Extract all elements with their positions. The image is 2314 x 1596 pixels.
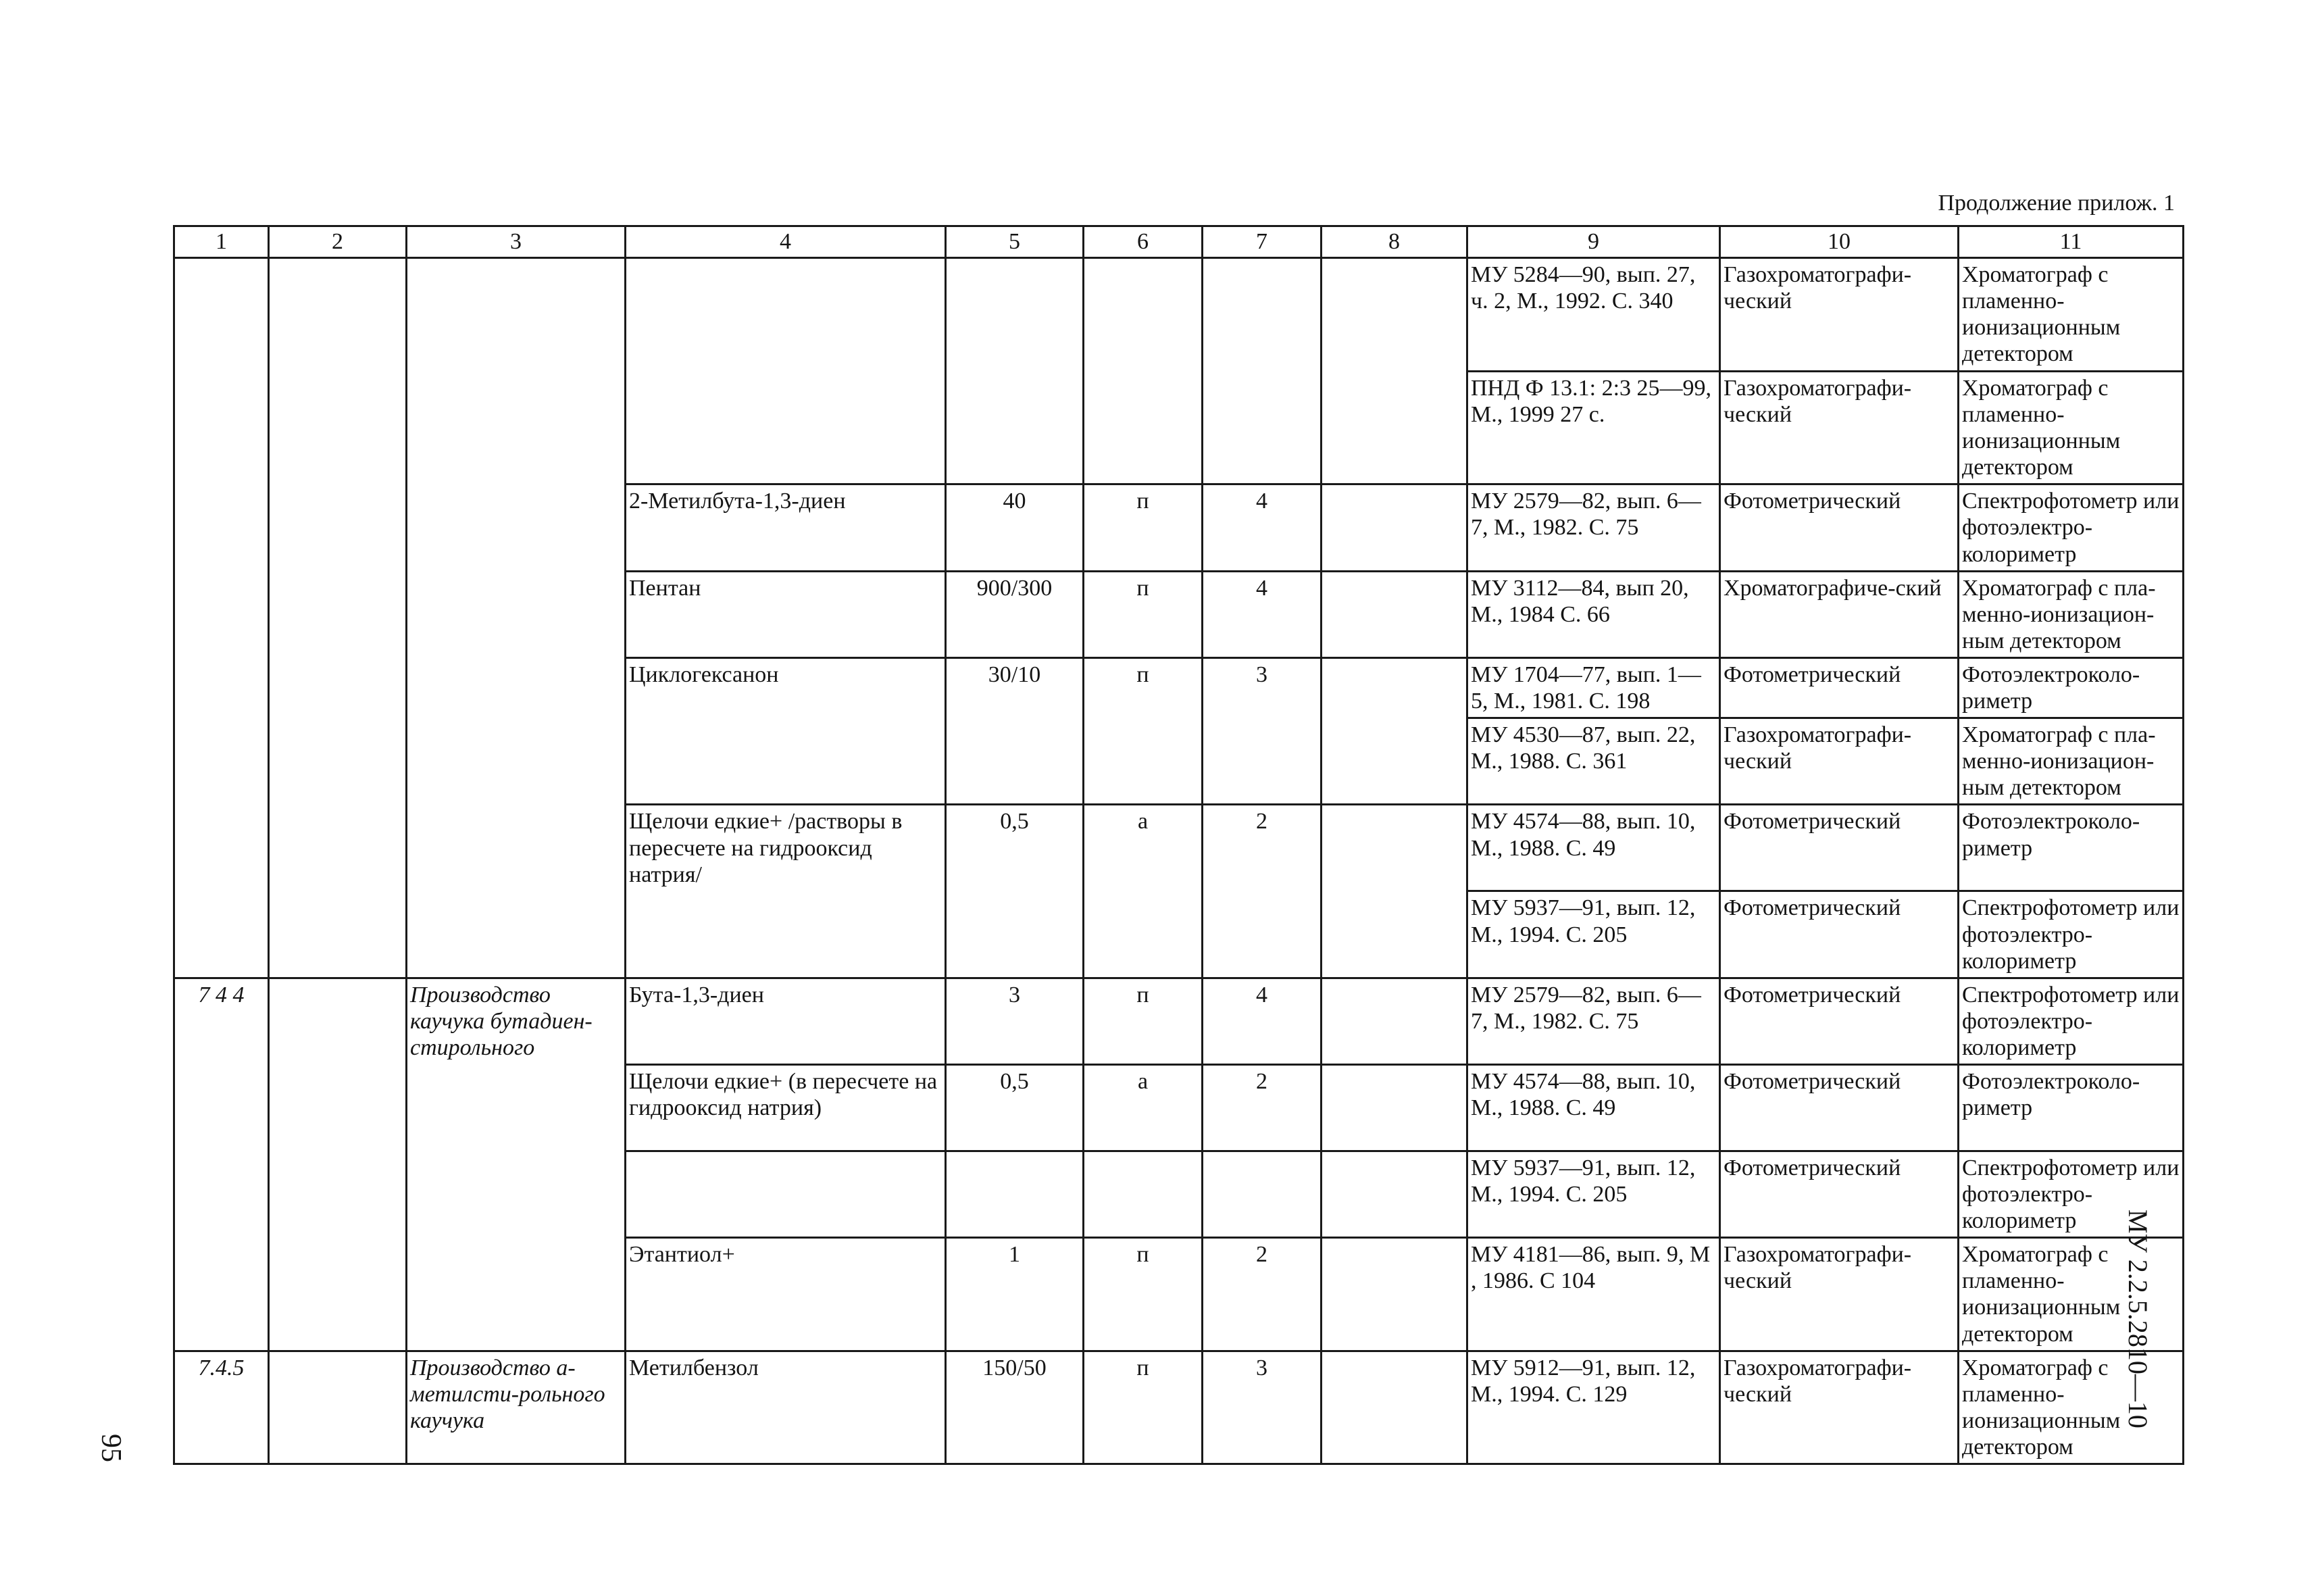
header-col-7: 7 <box>1203 226 1322 258</box>
cell-substance: Пентан <box>626 571 946 657</box>
cell-method-doc: МУ 4574—88, вып. 10, М., 1988. С. 49 <box>1467 805 1720 891</box>
cell-col8 <box>1322 978 1467 1064</box>
cell-hazard-class: 2 <box>1203 805 1322 978</box>
page-number: 95 <box>95 1434 126 1462</box>
cell-state: п <box>1084 657 1203 804</box>
cell-substance: Метилбензол <box>626 1351 946 1464</box>
cell-method: Газохроматографи-ческий <box>1720 258 1959 372</box>
cell-concentration: 0,5 <box>946 805 1084 978</box>
cell-concentration <box>946 1151 1084 1237</box>
cell-instrument: Спектрофотометр или фотоэлектро-колориметр <box>1959 891 2184 978</box>
header-col-10: 10 <box>1720 226 1959 258</box>
cell-production: Производство каучука бутадиен-стирольного <box>407 978 626 1351</box>
cell-col8 <box>1322 258 1467 484</box>
cell-method: Газохроматографи-ческий <box>1720 1351 1959 1464</box>
header-col-3: 3 <box>407 226 626 258</box>
cell-instrument: Хроматограф с пла-менно-ионизацион-ным детектором <box>1959 571 2184 657</box>
cell-method-doc: МУ 3112—84, вып 20, М., 1984 С. 66 <box>1467 571 1720 657</box>
cell-concentration: 150/50 <box>946 1351 1084 1464</box>
cell-state: а <box>1084 805 1203 978</box>
cell-method: Газохроматографи-ческий <box>1720 718 1959 805</box>
cell-col2 <box>269 258 407 978</box>
header-col-11: 11 <box>1959 226 2184 258</box>
cell-hazard-class: 2 <box>1203 1238 1322 1351</box>
cell-concentration: 900/300 <box>946 571 1084 657</box>
header-col-5: 5 <box>946 226 1084 258</box>
header-col-8: 8 <box>1322 226 1467 258</box>
cell-substance <box>626 1151 946 1237</box>
cell-number <box>174 258 269 978</box>
cell-instrument: Спектрофотометр или фотоэлектро-колориметр <box>1959 484 2184 571</box>
cell-instrument: Хроматограф с пламенно-ионизационным детектором <box>1959 258 2184 372</box>
cell-concentration: 3 <box>946 978 1084 1064</box>
header-col-4: 4 <box>626 226 946 258</box>
cell-method: Фотометрический <box>1720 1151 1959 1237</box>
cell-col2 <box>269 978 407 1351</box>
cell-method: Газохроматографи-ческий <box>1720 1238 1959 1351</box>
cell-hazard-class: 4 <box>1203 571 1322 657</box>
cell-hazard-class <box>1203 1151 1322 1237</box>
cell-col8 <box>1322 1064 1467 1151</box>
cell-col8 <box>1322 657 1467 804</box>
cell-number: 7.4.5 <box>174 1351 269 1464</box>
cell-state: п <box>1084 1351 1203 1464</box>
cell-instrument: Хроматограф с пла-менно-ионизацион-ным детектором <box>1959 718 2184 805</box>
cell-method: Фотометрический <box>1720 484 1959 571</box>
cell-substance <box>626 258 946 484</box>
cell-instrument: Спектрофотометр или фотоэлектро-колориметр <box>1959 978 2184 1064</box>
cell-method-doc: МУ 2579—82, вып. 6—7, М., 1982. С. 75 <box>1467 484 1720 571</box>
table-row <box>174 978 2184 1064</box>
cell-production <box>407 258 626 978</box>
cell-col2 <box>269 1351 407 1464</box>
cell-state: п <box>1084 484 1203 571</box>
cell-col8 <box>1322 571 1467 657</box>
cell-hazard-class: 4 <box>1203 484 1322 571</box>
cell-method-doc: МУ 4530—87, вып. 22, М., 1988. С. 361 <box>1467 718 1720 805</box>
cell-hazard-class <box>1203 258 1322 484</box>
cell-method: Фотометрический <box>1720 891 1959 978</box>
cell-concentration <box>946 258 1084 484</box>
cell-col8 <box>1322 805 1467 978</box>
cell-method-doc: МУ 4574—88, вып. 10, М., 1988. С. 49 <box>1467 1064 1720 1151</box>
cell-instrument: Хроматограф с пламенно-ионизационным детектором <box>1959 1238 2184 1351</box>
cell-state <box>1084 258 1203 484</box>
cell-method-doc: МУ 5284—90, вып. 27, ч. 2, М., 1992. С. 340 <box>1467 258 1720 372</box>
cell-hazard-class: 3 <box>1203 1351 1322 1464</box>
cell-method-doc: МУ 2579—82, вып. 6—7, М., 1982. С. 75 <box>1467 978 1720 1064</box>
cell-state: п <box>1084 571 1203 657</box>
cell-method: Фотометрический <box>1720 805 1959 891</box>
cell-method: Хроматографиче-ский <box>1720 571 1959 657</box>
document-code: МУ 2.2.5.2810—10 <box>2123 1210 2153 1428</box>
cell-instrument: Хроматограф с пламенно-ионизационным детектором <box>1959 1351 2184 1464</box>
cell-method: Фотометрический <box>1720 978 1959 1064</box>
cell-substance: Щелочи едкие+ /растворы в пересчете на гидрооксид натрия/ <box>626 805 946 978</box>
cell-substance: Этантиол+ <box>626 1238 946 1351</box>
cell-concentration: 40 <box>946 484 1084 571</box>
cell-instrument: Хроматограф с пламенно-ионизационным детектором <box>1959 372 2184 484</box>
cell-col8 <box>1322 1151 1467 1237</box>
cell-col8 <box>1322 1351 1467 1464</box>
cell-method-doc: МУ 4181—86, вып. 9, М , 1986. С 104 <box>1467 1238 1720 1351</box>
cell-state: п <box>1084 978 1203 1064</box>
header-col-2: 2 <box>269 226 407 258</box>
cell-number: 7 4 4 <box>174 978 269 1351</box>
cell-state <box>1084 1151 1203 1237</box>
cell-substance: Циклогексанон <box>626 657 946 804</box>
header-col-6: 6 <box>1084 226 1203 258</box>
cell-substance: 2-Метилбута-1,3-диен <box>626 484 946 571</box>
cell-instrument: Фотоэлектроколо-риметр <box>1959 657 2184 718</box>
cell-concentration: 30/10 <box>946 657 1084 804</box>
cell-method: Фотометрический <box>1720 1064 1959 1151</box>
cell-col8 <box>1322 484 1467 571</box>
cell-method-doc: МУ 5937—91, вып. 12, М., 1994. С. 205 <box>1467 891 1720 978</box>
cell-instrument: Фотоэлектроколо-риметр <box>1959 805 2184 891</box>
appendix-table <box>173 225 2184 1465</box>
header-col-9: 9 <box>1467 226 1720 258</box>
cell-production: Производство а-метилсти-рольного каучука <box>407 1351 626 1464</box>
cell-method-doc: МУ 5912—91, вып. 12, М., 1994. С. 129 <box>1467 1351 1720 1464</box>
cell-hazard-class: 3 <box>1203 657 1322 804</box>
table-row <box>174 1351 2184 1464</box>
cell-hazard-class: 4 <box>1203 978 1322 1064</box>
cell-state: а <box>1084 1064 1203 1151</box>
cell-method-doc: МУ 5937—91, вып. 12, М., 1994. С. 205 <box>1467 1151 1720 1237</box>
cell-concentration: 0,5 <box>946 1064 1084 1151</box>
cell-instrument: Спектрофотометр или фотоэлектро-колориметр <box>1959 1151 2184 1237</box>
cell-instrument: Фотоэлектроколо-риметр <box>1959 1064 2184 1151</box>
cell-state: п <box>1084 1238 1203 1351</box>
cell-method-doc: ПНД Ф 13.1: 2:3 25—99, М., 1999 27 с. <box>1467 372 1720 484</box>
cell-method: Газохроматографи-ческий <box>1720 372 1959 484</box>
cell-method-doc: МУ 1704—77, вып. 1—5, М., 1981. С. 198 <box>1467 657 1720 718</box>
cell-concentration: 1 <box>946 1238 1084 1351</box>
cell-col8 <box>1322 1238 1467 1351</box>
header-col-1: 1 <box>174 226 269 258</box>
cell-substance: Щелочи едкие+ (в пересчете на гидрооксид натрия) <box>626 1064 946 1151</box>
header-row <box>174 226 2184 258</box>
cell-method: Фотометрический <box>1720 657 1959 718</box>
cell-hazard-class: 2 <box>1203 1064 1322 1151</box>
cell-substance: Бута-1,3-диен <box>626 978 946 1064</box>
table-row <box>174 258 2184 372</box>
continuation-note: Продолжение прилож. 1 <box>1938 191 2175 216</box>
